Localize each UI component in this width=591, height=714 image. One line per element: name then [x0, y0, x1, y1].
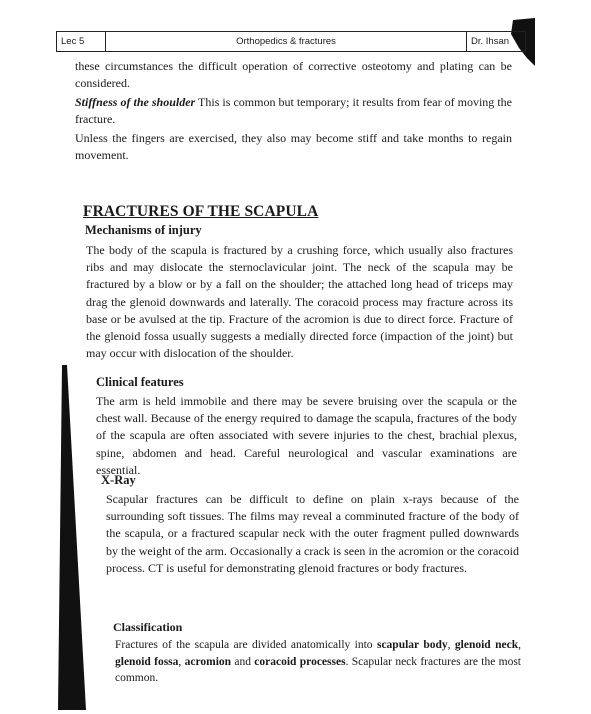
classification-text: , [447, 639, 455, 651]
classification-text: . Scapular neck fractures are the most common. [115, 655, 522, 684]
classification-heading: Classification [113, 620, 183, 634]
xray-heading: X-Ray [101, 473, 136, 487]
stiffness-paragraph [75, 94, 512, 128]
clinical-features-heading: Clinical features [96, 375, 184, 389]
classification-text: , [178, 655, 185, 668]
header-title: Orthopedics & fractures [105, 32, 467, 51]
header-author: Dr. Ihsan [471, 36, 510, 47]
page-header [56, 31, 526, 52]
classification-paragraph [115, 637, 521, 687]
stiffness-label: Stiffness of the shoulder [75, 95, 196, 109]
clinical-features-paragraph: The arm is held immobile and there may be severe bruising over the scapula or the chest wall. Because of the energy required to damage the scapula, fractures of the body of the scapula are often associated with severe injuries to the chest, brachial plexus, spine, abdomen and head. Careful neurological and vascular examinations are essential. [96, 394, 517, 477]
classification-text: and [231, 655, 255, 668]
stiffness-text: This is common but temporary; it results from fear of moving the fracture. [75, 95, 512, 127]
mechanisms-heading: Mechanisms of injury [85, 223, 202, 237]
intro-paragraph: these circumstances the difficult operation of corrective osteotomy and plating can be considered. [75, 59, 512, 91]
xray-paragraph: Scapular fractures can be difficult to define on plain x-rays because of the surrounding soft tissues. The films may reveal a comminuted fracture of the body of the scapula, or a fractured scapular neck with the outer fragment pulled downwards by the weight of the arm. Occasionally a crack is seen in the acromion or the coracoid process. CT is useful for demonstrating glenoid fractures or body fractures. [106, 492, 519, 575]
classification-term: glenoid neck [454, 639, 519, 651]
lecture-number: Lec 5 [61, 36, 85, 47]
classification-text: Fractures of the scapula are divided anatomically into [115, 639, 377, 651]
classification-term: acromion [184, 655, 232, 668]
classification-term: glenoid fossa [115, 655, 179, 668]
scan-shadow-edge [58, 365, 98, 710]
classification-term: coracoid processes [254, 655, 346, 668]
section-title: FRACTURES OF THE SCAPULA [83, 203, 319, 220]
mechanisms-paragraph: The body of the scapula is fractured by a crushing force, which usually also fractures ribs and may dislocate the sternoclavicular joint. The neck of the scapula may be fractured by a blow or by a fall on the shoulder; the attached long head of triceps may drag the glenoid downwards and laterally. The coracoid process may fracture across its base or be avulsed at the tip. Fracture of the acromion is due to direct force. Fracture of the glenoid fossa usually suggests a medially directed force (impaction of the joint) but may occur with dislocation of the shoulder. [86, 243, 513, 361]
classification-text: , [518, 639, 521, 651]
classification-term: scapular body [376, 639, 448, 651]
fingers-paragraph: Unless the fingers are exercised, they also may become stiff and take months to regain movement. [75, 131, 512, 163]
